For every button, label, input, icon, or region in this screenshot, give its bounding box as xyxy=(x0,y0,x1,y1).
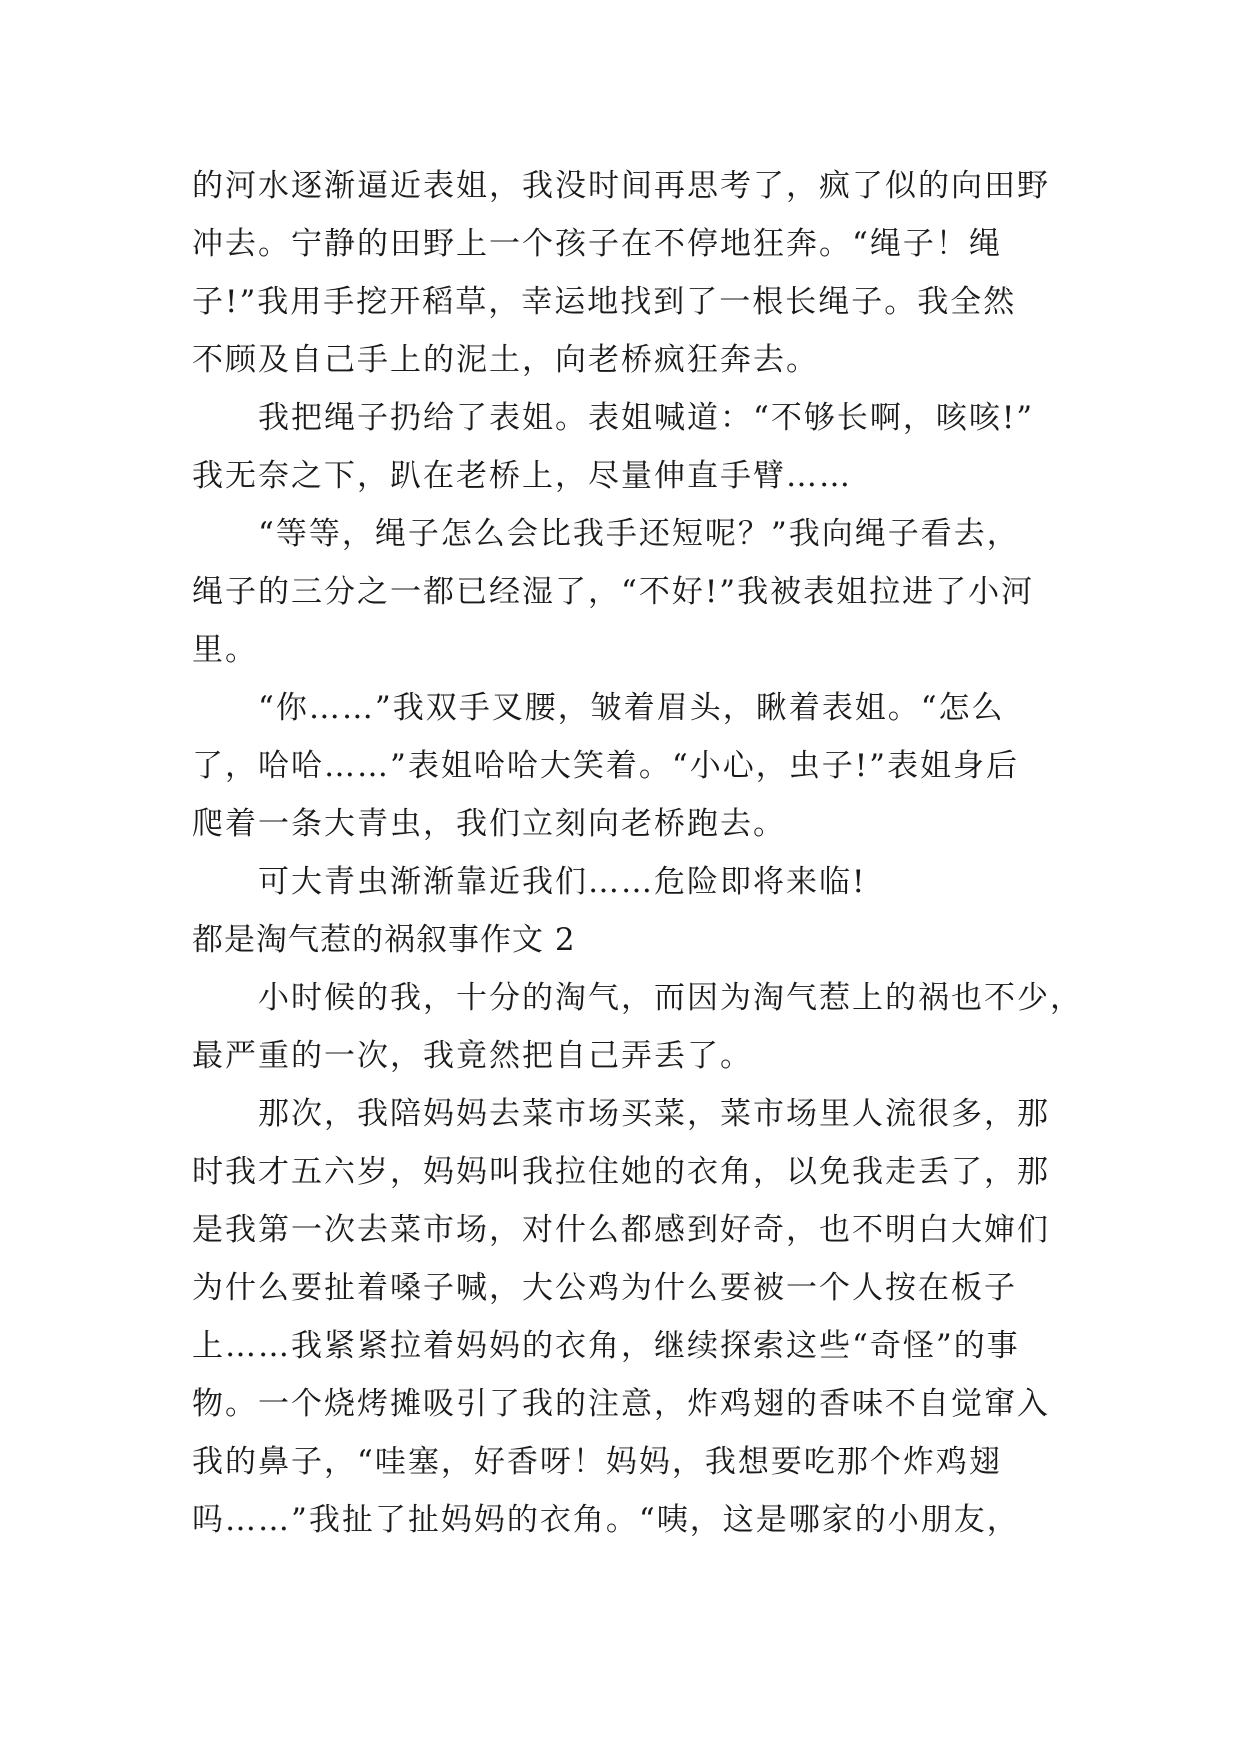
text-line: 绳子的三分之一都已经湿了，“不好!”我被表姐拉进了小河 xyxy=(192,574,1035,610)
text-line: 上……我紧紧拉着妈妈的衣角，继续探索这些“奇怪”的事 xyxy=(192,1328,1020,1364)
document-body xyxy=(192,157,1083,1549)
text-line: 是我第一次去菜市场，对什么都感到好奇，也不明白大婶们 xyxy=(192,1212,1050,1248)
paragraph-first-line: 小时候的我，十分的淘气，而因为淘气惹上的祸也不少， xyxy=(258,980,1083,1016)
text-line: 最严重的一次，我竟然把自己弄丢了。 xyxy=(192,1038,753,1074)
text-line: 了，哈哈……”表姐哈哈大笑着。“小心，虫子!”表姐身后 xyxy=(192,748,1019,784)
text-line: 里。 xyxy=(192,632,258,668)
text-line: 我的鼻子，“哇塞，好香呀！妈妈，我想要吃那个炸鸡翅 xyxy=(192,1444,1002,1480)
section-title: 都是淘气惹的祸叙事作文 2 xyxy=(192,922,576,958)
paragraph-first-line: “等等，绳子怎么会比我手还短呢？”我向绳子看去， xyxy=(258,516,1020,552)
text-line: 爬着一条大青虫，我们立刻向老桥跑去。 xyxy=(192,806,786,842)
paragraph-first-line: 可大青虫渐渐靠近我们……危险即将来临! xyxy=(258,864,867,900)
text-line: 子!”我用手挖开稻草，幸运地找到了一根长绳子。我全然 xyxy=(192,284,1017,320)
paragraph-first-line: 那次，我陪妈妈去菜市场买菜，菜市场里人流很多，那 xyxy=(258,1096,1050,1132)
text-line: 时我才五六岁，妈妈叫我拉住她的衣角，以免我走丢了，那 xyxy=(192,1154,1050,1190)
paragraph-first-line: “你……”我双手叉腰，皱着眉头，瞅着表姐。“怎么 xyxy=(258,690,1005,726)
paragraph-first-line: 我把绳子扔给了表姐。表姐喊道：“不够长啊，咳咳!” xyxy=(258,400,1035,436)
text-line: 为什么要扯着嗓子喊，大公鸡为什么要被一个人按在板子 xyxy=(192,1270,1017,1306)
text-line: 冲去。宁静的田野上一个孩子在不停地狂奔。“绳子！绳 xyxy=(192,226,1002,262)
text-line: 吗……”我扯了扯妈妈的衣角。“咦，这是哪家的小朋友， xyxy=(192,1502,1020,1538)
text-line: 我无奈之下，趴在老桥上，尽量伸直手臂…… xyxy=(192,458,852,494)
text-line: 物。一个烧烤摊吸引了我的注意，炸鸡翅的香味不自觉窜入 xyxy=(192,1386,1050,1422)
text-line: 不顾及自己手上的泥土，向老桥疯狂奔去。 xyxy=(192,342,819,378)
text-line: 的河水逐渐逼近表姐，我没时间再思考了，疯了似的向田野 xyxy=(192,168,1050,204)
